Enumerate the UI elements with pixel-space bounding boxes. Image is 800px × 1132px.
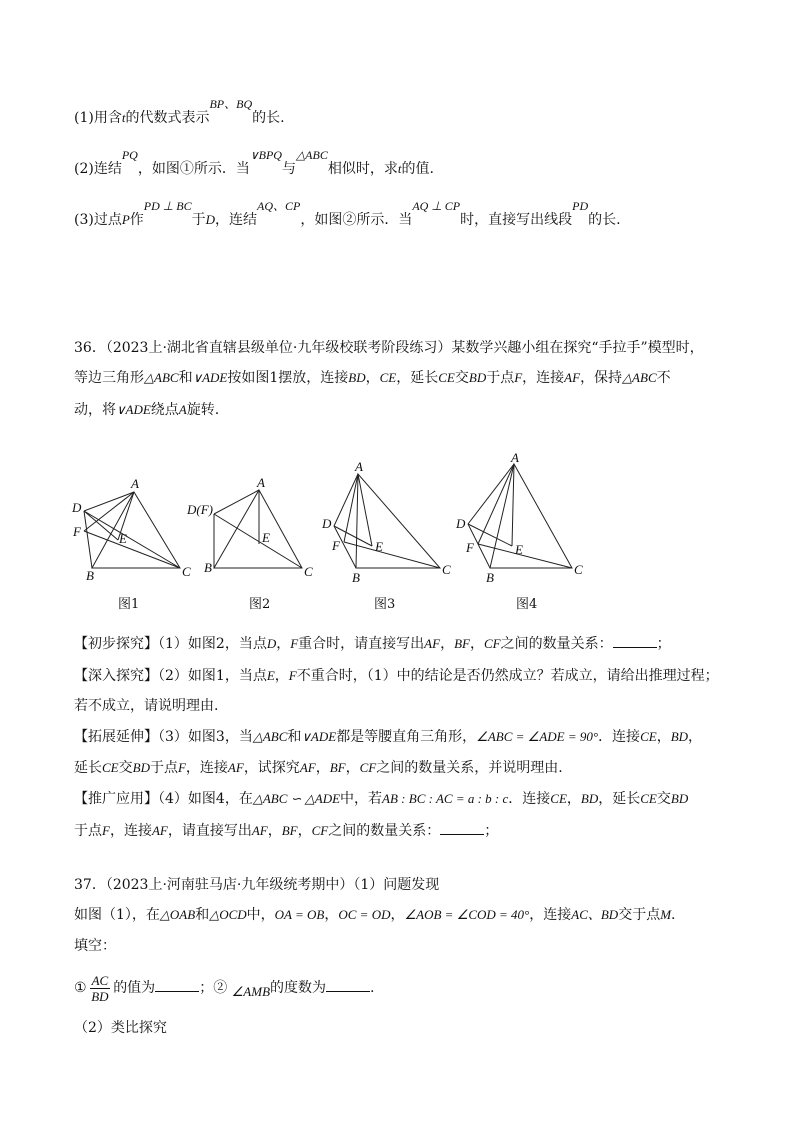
math-d: D — [205, 212, 215, 227]
label-C: C — [442, 562, 451, 577]
math: AF — [151, 823, 168, 838]
q36-sub2-cont: 若不成立，请说明理由. — [74, 698, 219, 714]
text: ， — [345, 760, 360, 776]
text: 中， — [246, 907, 275, 923]
math: AB : BC : AC = a : b : c — [382, 791, 509, 806]
math: F — [288, 668, 297, 683]
math: CE — [438, 370, 455, 385]
text: ， — [440, 636, 455, 652]
text: ， — [267, 823, 282, 839]
text: 【初步探究】（1）如图2，当点 — [74, 636, 267, 652]
math: CE — [640, 791, 657, 806]
math: BF — [454, 636, 470, 651]
q37-line5: （2）类比探究 — [74, 1020, 167, 1036]
math: BD — [580, 791, 599, 806]
text: ，延长 — [396, 370, 439, 386]
caption-fig2: 图2 — [249, 597, 271, 612]
math: CF — [311, 823, 329, 838]
text: ， — [566, 791, 581, 807]
text: ，连接 — [522, 370, 565, 386]
text: ； — [656, 636, 671, 652]
math: A — [178, 402, 187, 417]
label-D: D — [322, 516, 332, 531]
q36-sub4-cont — [74, 821, 498, 841]
text: ， — [274, 668, 289, 684]
text: 的值为 — [113, 980, 156, 996]
caption-fig1: 图1 — [118, 597, 140, 612]
math: CE — [550, 791, 567, 806]
math: F — [514, 370, 523, 385]
text: 于点 — [74, 823, 102, 839]
math: OC = OD — [338, 907, 391, 922]
text: ，试探究 — [243, 760, 300, 776]
label-D: D — [72, 500, 82, 515]
text: 如图（1），在 — [74, 907, 160, 923]
text: 的值. — [401, 161, 434, 177]
math: △ABC ∽ △ADE — [252, 791, 341, 806]
label-B: B — [86, 568, 94, 583]
text: (3)过点 — [74, 212, 122, 228]
text: 都是等腰直角三角形， — [336, 729, 477, 745]
math-pq: PQ — [121, 148, 138, 162]
math: M — [660, 907, 672, 922]
math: △ABC — [622, 370, 657, 385]
text: ，如图①所示．当 — [137, 161, 250, 177]
label-E: E — [375, 539, 383, 554]
math-pd: PD — [572, 199, 589, 213]
q37-line1: 37．（2023上·河南驻马店·九年级统考期中）（1）问题发现 — [74, 877, 440, 893]
caption-fig3: 图3 — [374, 597, 396, 612]
text: (1)用含 — [74, 110, 122, 126]
text: ， — [390, 907, 405, 923]
text: 之间的数量关系，并说明理由. — [376, 760, 563, 776]
math: CE — [102, 760, 119, 775]
math: BD — [468, 370, 487, 385]
q36-sub3 — [74, 727, 702, 747]
q35-part2 — [74, 148, 434, 179]
text: 绕点 — [150, 402, 179, 418]
math: ∠AMB — [231, 984, 271, 999]
text: 交 — [656, 791, 671, 807]
label-C: C — [182, 564, 191, 579]
text: . — [671, 907, 676, 923]
text: ．连接 — [508, 791, 551, 807]
text: ．连接 — [598, 729, 641, 745]
text: ，连接 — [109, 823, 152, 839]
math-pd-perp-bc: PD ⊥ BC — [143, 199, 192, 213]
answer-blank[interactable] — [440, 822, 484, 835]
label-E: E — [262, 530, 270, 545]
label-A: A — [511, 450, 519, 465]
math-bp-bq: BP、BQ — [209, 97, 253, 111]
math: AC、BD — [571, 907, 619, 922]
q35-part3 — [74, 199, 621, 230]
math-p: P — [121, 212, 130, 227]
math-t: t — [121, 110, 126, 125]
text: 【推广应用】（4）如图4，在 — [74, 791, 253, 807]
label-C: C — [574, 562, 583, 577]
figure-3 — [321, 459, 451, 612]
fraction-ac-bd — [90, 973, 111, 1004]
text: 按如图1摆放，连接 — [227, 370, 349, 386]
math: E — [266, 668, 275, 683]
math: OA = OB — [274, 907, 325, 922]
math: BD — [132, 760, 150, 775]
caption-fig4: 图4 — [516, 597, 538, 612]
label-B: B — [352, 570, 360, 585]
circled-one: ① — [74, 980, 87, 996]
text: 旋转. — [186, 402, 220, 418]
text: 重合时，请直接写出 — [298, 636, 425, 652]
math: ∠ABC = ∠ADE = 90° — [476, 729, 599, 744]
text: 的代数式表示 — [125, 110, 210, 126]
text: 延长 — [74, 760, 102, 776]
math: D — [266, 636, 277, 651]
text: 作 — [129, 212, 144, 228]
math-abc: △ABC — [295, 148, 328, 162]
q37-line3: 填空： — [74, 938, 116, 954]
label-D: D — [456, 516, 466, 531]
q36-sub4 — [74, 789, 688, 809]
text: 中，若 — [340, 791, 383, 807]
text: 交于点 — [618, 907, 661, 923]
math: AF — [299, 760, 316, 775]
text: 之间的数量关系： — [500, 636, 613, 652]
math: CE — [640, 729, 657, 744]
math: CF — [359, 760, 377, 775]
text: 时，直接写出线段 — [460, 212, 573, 228]
text: ，延长 — [598, 791, 641, 807]
q36-sub1 — [74, 634, 671, 654]
label-DF: D(F) — [187, 502, 213, 517]
q36-sub2 — [74, 666, 719, 686]
text: 不重合时，（1）中的结论是否仍然成立？若成立，请给出推理过程； — [296, 668, 719, 684]
q36-line1: 36．（2023上·湖北省直辖县级单位·九年级校联考阶段练习）某数学兴趣小组在探究“手拉手”模型时， — [74, 340, 704, 356]
text: ， — [688, 729, 703, 745]
math: AF — [227, 760, 244, 775]
math: BD — [348, 370, 366, 385]
math-bpq: ∨BPQ — [249, 148, 282, 162]
text: 和 — [195, 907, 210, 923]
geometry-figures — [0, 450, 800, 630]
text: 的长. — [252, 110, 285, 126]
text: ， — [656, 729, 671, 745]
text: 的长. — [588, 212, 621, 228]
label-A: A — [131, 476, 139, 491]
text: 的度数为 — [270, 980, 327, 996]
math: ∠AOB = ∠COD = 40° — [404, 907, 530, 922]
label-C: C — [304, 564, 313, 579]
label-A: A — [257, 475, 265, 490]
math: CE — [379, 370, 397, 385]
text: 交 — [118, 760, 133, 776]
q37-line2 — [74, 905, 676, 925]
math: ∨ADE — [301, 729, 337, 744]
text: ； — [199, 980, 214, 996]
math: △ABC — [144, 370, 179, 385]
label-B: B — [486, 570, 494, 585]
text: 于点 — [149, 760, 178, 776]
figure-1 — [71, 476, 191, 612]
label-F: F — [332, 538, 340, 553]
text: ，如图②所示．当 — [300, 212, 413, 228]
q36-line3 — [74, 400, 219, 420]
text: 相似时，求 — [327, 161, 398, 177]
text: 和 — [178, 370, 193, 386]
math: AF — [564, 370, 581, 385]
label-A: A — [355, 459, 363, 474]
text: ，保持 — [580, 370, 623, 386]
label-E: E — [119, 531, 127, 546]
math: ∨ADE — [116, 402, 151, 417]
text: 等边三角形 — [74, 370, 144, 386]
math-aq-cp: AQ、CP — [256, 199, 301, 213]
text: 【深入探究】（2）如图1，当点 — [74, 668, 267, 684]
circled-two: ② — [213, 980, 228, 996]
math: △ABC — [252, 729, 288, 744]
text: ，连接 — [529, 907, 572, 923]
text: 于 — [191, 212, 206, 228]
q36-line2 — [74, 368, 671, 388]
math: BD — [670, 791, 689, 806]
text: ，连结 — [214, 212, 257, 228]
text: ，请直接写出 — [167, 823, 252, 839]
q37-line4 — [74, 970, 374, 1006]
text: 动，将 — [74, 402, 116, 418]
text: 于点 — [486, 370, 515, 386]
text: . — [370, 980, 375, 996]
math: AF — [251, 823, 268, 838]
math: BF — [281, 823, 298, 838]
label-B: B — [204, 560, 212, 575]
math: F — [102, 823, 110, 838]
text: 【拓展延伸】（3）如图3，当 — [74, 729, 253, 745]
label-E: E — [515, 542, 523, 557]
label-F: F — [73, 524, 81, 539]
answer-blank[interactable] — [155, 979, 199, 992]
text: ， — [315, 760, 330, 776]
math: BD — [670, 729, 689, 744]
math: BF — [329, 760, 346, 775]
math: ∨ADE — [192, 370, 228, 385]
text: 不 — [656, 370, 671, 386]
label-F: F — [466, 540, 474, 555]
math: △OCD — [209, 907, 247, 922]
text: ； — [484, 823, 499, 839]
text: ，连接 — [185, 760, 228, 776]
figure-4 — [455, 450, 583, 612]
q35-part1 — [74, 97, 285, 128]
text: ， — [276, 636, 291, 652]
text: 之间的数量关系： — [328, 823, 441, 839]
math: F — [177, 760, 186, 775]
answer-blank[interactable] — [326, 979, 370, 992]
text: ， — [297, 823, 312, 839]
text: 和 — [287, 729, 302, 745]
answer-blank[interactable] — [613, 635, 657, 648]
denominator: BD — [91, 988, 109, 1004]
math: AF — [424, 636, 441, 651]
math: △OAB — [159, 907, 196, 922]
math-aq-perp-cp: AQ ⊥ CP — [412, 199, 461, 213]
numerator: AC — [91, 972, 109, 988]
text: ， — [365, 370, 380, 386]
math: CF — [483, 636, 501, 651]
math-t: t — [397, 161, 402, 176]
text: 与 — [281, 161, 296, 177]
math: F — [290, 636, 299, 651]
text: 交 — [454, 370, 469, 386]
text: (2)连结 — [74, 161, 122, 177]
text: ， — [324, 907, 339, 923]
q36-sub3-cont — [74, 758, 563, 778]
figure-2 — [186, 475, 313, 612]
text: ， — [469, 636, 484, 652]
